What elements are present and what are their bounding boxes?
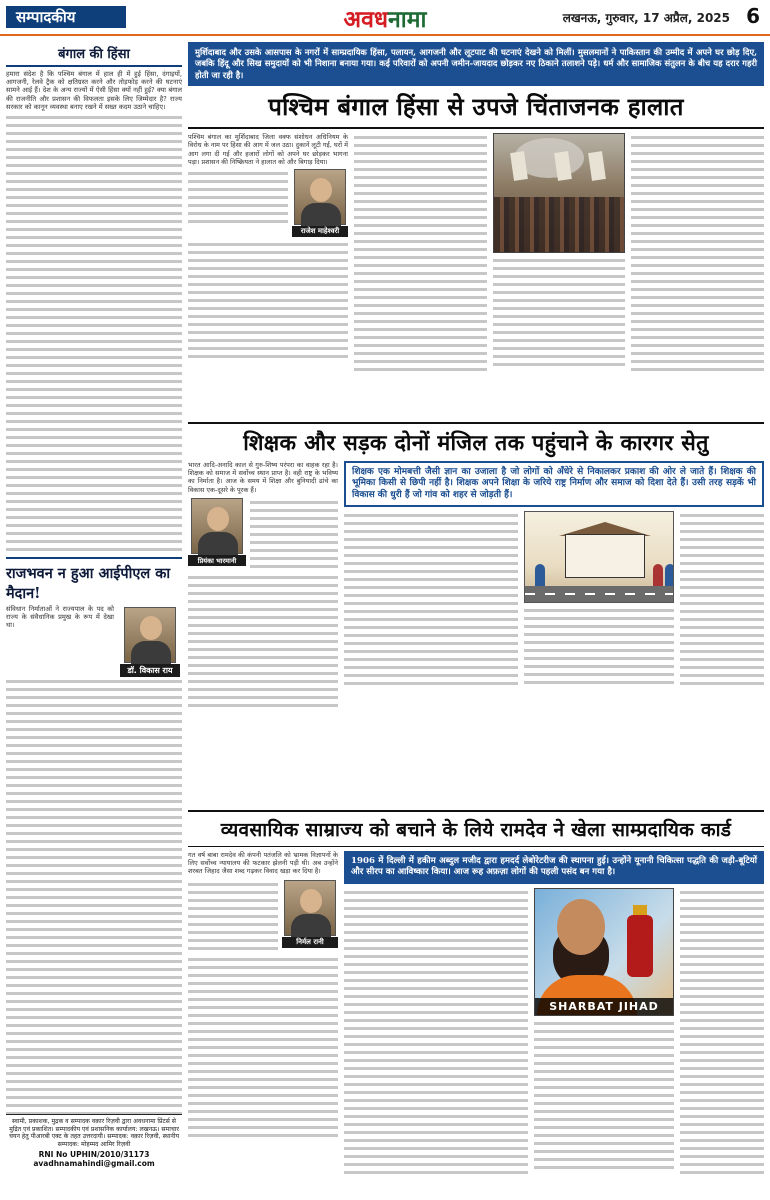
author-photo — [294, 169, 346, 225]
author-name: प्रियंका भारमानी — [188, 555, 246, 566]
story1-body — [188, 133, 764, 377]
issue-date: लखनऊ, गुरुवार, 17 अप्रैल, 2025 — [562, 11, 730, 25]
rni-number: RNI No UPHIN/2010/31173 — [38, 1150, 150, 1160]
editorial-body — [6, 113, 182, 553]
author-photo — [191, 498, 243, 554]
author-photo — [284, 880, 336, 936]
school-road-illustration — [524, 511, 674, 603]
editorial-snippet: हमारा संदेश है कि पश्चिम बंगाल में हाल ही में हुई हिंसा, दंगाइयों, आगजनी, रेलवे ट्रैक को क्षतिग्रस्त करने और तोड़फोड़ करने की घटनाएं सामने आई हैं। देश के अन्य राज्यों में ऐसी हिंसा क्यों नहीं हुई? क्या बंगाल की राजनीति और प्रशासन की विफलता इसके लिए जिम्मेदार है? राज्य सरकार को कानून व्यवस्था बनाए रखने में सख्त कदम उठाने चाहिए। — [6, 70, 182, 111]
author-name: निर्मल रानी — [282, 937, 338, 948]
story3-snippet: गत वर्ष बाबा रामदेव की कंपनी पतंजलि को भ्रामक विज्ञापनों के लिए सर्वोच्च न्यायालय की फटकार झेलनी पड़ी थी। अब उन्होंने शरबत जिहाद जैसा शब्द गढ़कर विवाद खड़ा कर दिया है। — [188, 851, 338, 876]
newspaper-logo — [300, 2, 470, 34]
story3-deck: 1906 में दिल्ली में हकीम अब्दुल मजीद द्वारा हमदर्द लेबोरेटरीज की स्थापना हुई। उन्होंने यूनानी चिकित्सा पद्धति की जड़ी-बूटियों और सीरप का आविष्कार किया। आज रूह अफ़ज़ा लोगों की पहली पसंद बन गया है। — [344, 851, 764, 884]
story-teacher-road — [188, 422, 764, 753]
contact-email[interactable]: avadhnamahindi@gmail.com — [33, 1159, 155, 1169]
headline-rule — [188, 127, 764, 129]
story2-pull-quote: शिक्षक एक मोमबत्ती जैसी ज्ञान का उजाला है जो लोगों को अँधेरे से निकालकर प्रकाश की ओर ले जाते हैं। शिक्षक की भूमिका किसी से छिपी नहीं है। शिक्षक अपने शिक्षा के जरिये राष्ट्र निर्माण और समाज को दिशा देते हैं। उसी तरह सड़कें भी विकास की धुरी हैं जो गांव को शहर से जोड़ती हैं। — [344, 461, 764, 507]
article2-title: राजभवन न हुआ आईपीएल का मैदान! — [6, 565, 171, 603]
imprint-text: स्वामी, प्रकाशक, मुद्रक व सम्पादक वक़ार रिज़वी द्वारा अवधनामा प्रिंटर्स से मुद्रित एवं प्रकाशित। सम्पादकीय एवं प्रशासनिक कार्यालय: लखनऊ। समाचार चयन हेतु पीआरबी एक्ट के तहत उत्तरदायी। सम्पादक: वक़ार रिज़वी, स्थानीय सम्पादक: मोहम्मद आमिर रिज़वी — [8, 1118, 180, 1148]
story1-snippet: पश्चिम बंगाल का मुर्शिदाबाद जिला वक्फ संशोधन अधिनियम के विरोध के नाम पर हिंसा की आग में जल उठा। दुकानें लूटी गईं, घरों में आग लगा दी गई और हजारों लोगों को अपने घर छोड़कर भागना पड़ा। प्रशासन की निष्क्रियता ने हालात को और बिगाड़ दिया। — [188, 133, 348, 166]
author-box-vikas — [120, 607, 180, 677]
logo-part-1: अवध — [343, 6, 389, 33]
left-column — [6, 42, 182, 1194]
author-photo — [124, 607, 176, 663]
editorial-title: बंगाल की हिंसा — [6, 42, 182, 67]
masthead — [0, 0, 770, 36]
article2-lines — [6, 677, 182, 1117]
page-number: 6 — [746, 4, 760, 28]
logo-part-2: नामा — [388, 6, 427, 33]
story-ramdev — [188, 810, 764, 1200]
photo-caption: SHARBAT JIHAD — [535, 998, 673, 1015]
story2-headline: शिक्षक और सड़क दोनों मंजिल तक पहुंचाने के कारगर सेतु — [243, 431, 709, 456]
story3-headline: व्यवसायिक साम्राज्य को बचाने के लिये रामदेव ने खेला साम्प्रदायिक कार्ड — [220, 819, 732, 841]
story2-snippet: भारत आदि-अनादि काल से गुरु-शिष्य परंपरा का वाहक रहा है। शिक्षक को समाज में सर्वोच्च स्थान प्राप्त है। वही राष्ट्र के भविष्य का निर्माता है। आज के समय में शिक्षा और बुनियादी ढांचे का विकास एक-दूसरे के पूरक हैं। — [188, 461, 338, 494]
story-bengal — [188, 42, 764, 377]
article2-snippet: संविधान निर्माताओं ने राज्यपाल के पद को राज्य के संवैधानिक प्रमुख के रूप में देखा था। — [6, 605, 114, 630]
article2-body — [6, 605, 182, 1125]
section-label: सम्पादकीय — [6, 6, 126, 28]
column-divider — [6, 557, 182, 559]
author-name: राजेश माहेश्वरी — [292, 226, 348, 237]
protest-photo — [493, 133, 626, 253]
story1-headline: पश्चिम बंगाल हिंसा से उपजे चिंताजनक हालात — [268, 92, 684, 122]
imprint — [6, 1114, 182, 1194]
author-box-priyanka — [188, 498, 246, 570]
author-box-nirmal — [282, 880, 338, 952]
sharbat-jihad-photo — [534, 888, 674, 1016]
author-name: डॉ. विकास राय — [120, 664, 180, 677]
author-box-rajesh — [292, 169, 348, 237]
story1-deck: मुर्शिदाबाद और उसके आसपास के नगरों में साम्प्रदायिक हिंसा, पलायन, आगजनी और लूटपाट की घटनाएं देखने को मिलीं। मुसलमानों ने पाकिस्तान की उम्मीद में अपने घर छोड़ दिए, जबकि हिंदू और सिख समुदायों को भी निशाना बनाया गया। कई परिवारों को अपनी जमीन-जायदाद छोड़कर नए ठिकाने तलाशने पड़े। धर्म और सामाजिक संतुलन के बीच यह दरार गहरी होती जा रही है। — [188, 42, 764, 86]
